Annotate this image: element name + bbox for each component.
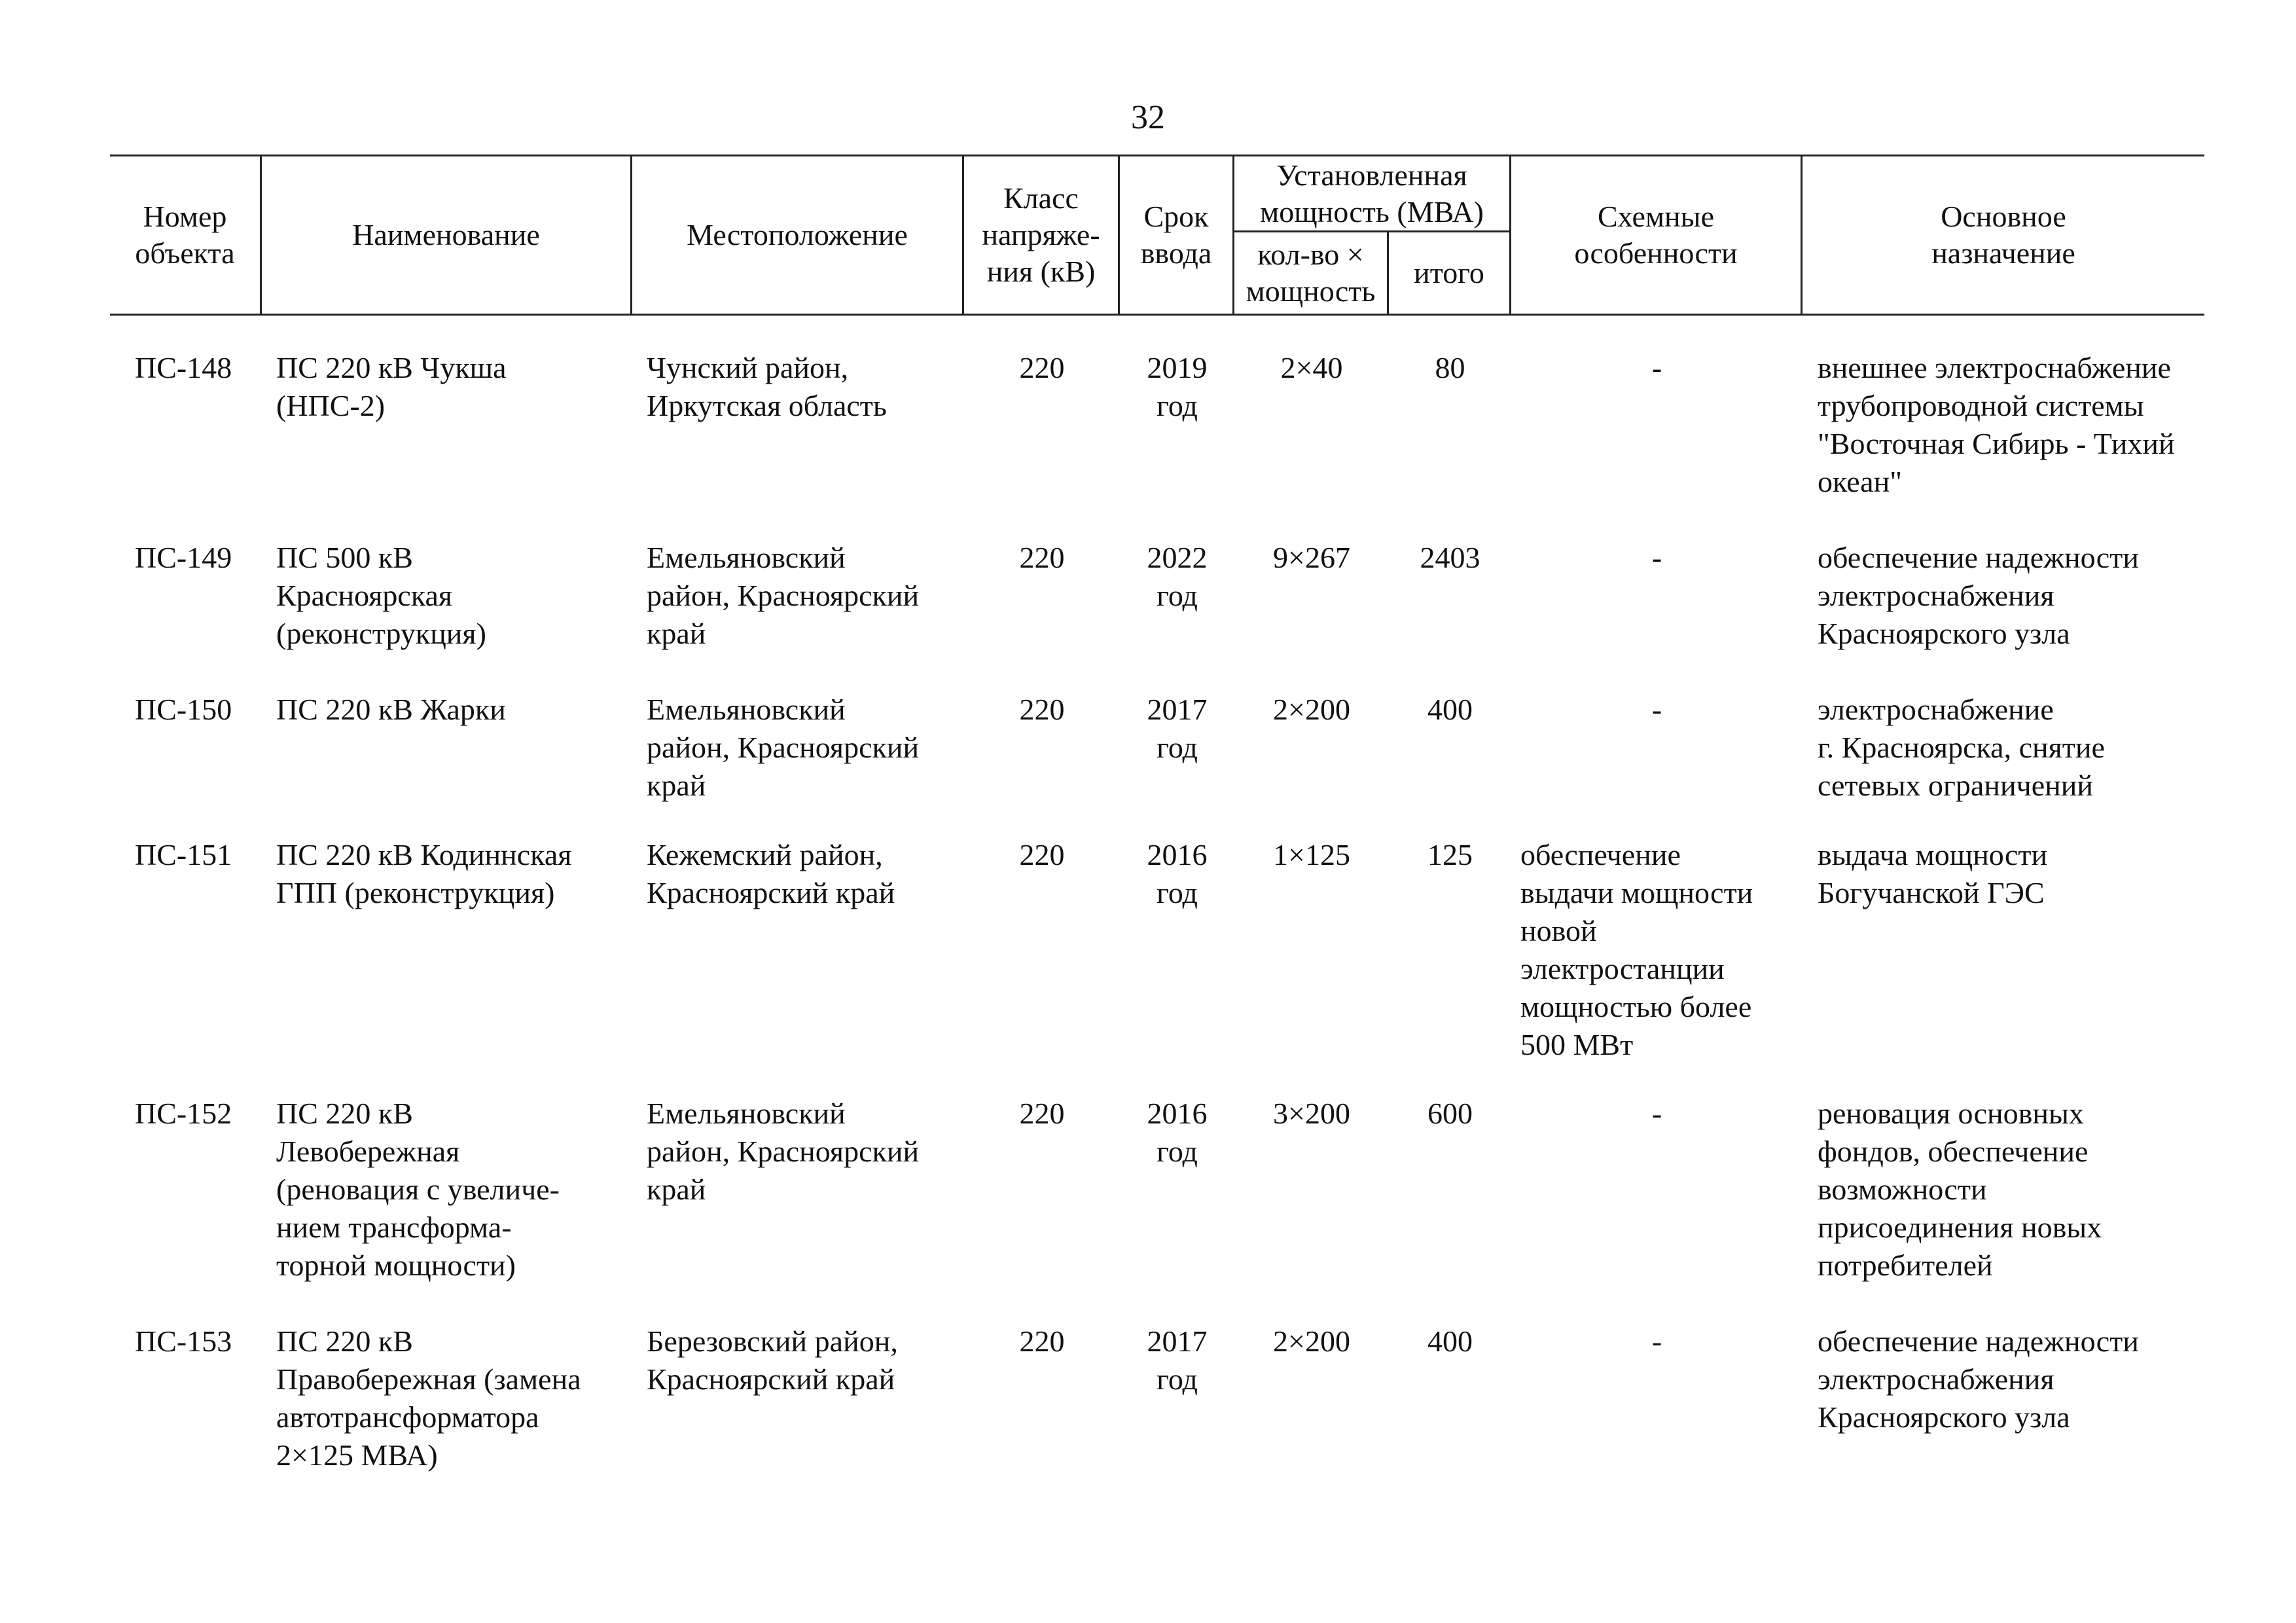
cell-location: Березовский район, Красноярский край xyxy=(647,1324,898,1396)
cell-total: 600 xyxy=(1427,1097,1473,1130)
cell-num: ПС-150 xyxy=(135,693,232,726)
cell-name: ПС 220 кВ Правобережная (замена автотрансформатора 2×125 МВА) xyxy=(276,1324,581,1472)
cell-voltage: 220 xyxy=(1019,1324,1065,1358)
page-number: 32 xyxy=(1131,99,1165,136)
table-header xyxy=(110,155,2204,316)
cell-term: 2019 год xyxy=(1147,351,1208,422)
cell-count-power: 2×200 xyxy=(1273,1324,1350,1358)
cell-name: ПС 220 кВ Чукша (НПС-2) xyxy=(276,351,507,422)
cell-term: 2017 год xyxy=(1147,1324,1208,1396)
cell-voltage: 220 xyxy=(1019,838,1065,871)
header-scheme: Схемные особенности xyxy=(1511,156,1803,314)
cell-location: Емельяновский район, Красноярский край xyxy=(647,1097,920,1206)
cell-term: 2017 год xyxy=(1147,693,1208,764)
cell-voltage: 220 xyxy=(1019,1097,1065,1130)
cell-voltage: 220 xyxy=(1019,693,1065,726)
cell-scheme: обеспечение выдачи мощности новой электростанции мощностью более 500 МВт xyxy=(1520,838,1753,1061)
cell-total: 400 xyxy=(1427,693,1473,726)
header-purpose: Основное назначение xyxy=(1931,200,2075,270)
cell-num: ПС-148 xyxy=(135,351,232,384)
cell-scheme: - xyxy=(1651,541,1662,574)
cell-location: Кежемский район, Красноярский край xyxy=(647,838,895,909)
cell-term: 2022 год xyxy=(1147,541,1208,612)
cell-location: Емельяновский район, Красноярский край xyxy=(647,693,920,802)
cell-location: Емельяновский район, Красноярский край xyxy=(647,541,920,650)
cell-num: ПС-152 xyxy=(135,1097,232,1130)
cell-count-power: 2×200 xyxy=(1273,693,1350,726)
cell-voltage: 220 xyxy=(1019,541,1065,574)
cell-purpose: внешнее электроснабжение трубопроводной системы "Восточная Сибирь - Тихий океан" xyxy=(1818,351,2175,498)
cell-total: 400 xyxy=(1427,1324,1473,1358)
cell-num: ПС-151 xyxy=(135,838,232,871)
cell-purpose: обеспечение надежности электроснабжения Красноярского узла xyxy=(1818,541,2139,650)
cell-total: 80 xyxy=(1435,351,1465,384)
cell-name: ПС 500 кВ Красноярская (реконструкция) xyxy=(276,541,486,650)
cell-term: 2016 год xyxy=(1147,838,1208,909)
cell-name: ПС 220 кВ Жарки xyxy=(276,693,506,726)
cell-scheme: - xyxy=(1651,351,1662,384)
header-capacity-group xyxy=(1234,156,1511,314)
cell-name: ПС 220 кВ Кодиннская ГПП (реконструкция) xyxy=(276,838,572,909)
cell-num: ПС-153 xyxy=(135,1324,232,1358)
header-term: Срок ввода xyxy=(1120,156,1234,314)
cell-count-power: 9×267 xyxy=(1273,541,1350,574)
cell-count-power: 2×40 xyxy=(1280,351,1343,384)
cell-scheme: - xyxy=(1651,1324,1662,1358)
cell-purpose: электроснабжение г. Красноярска, снятие сетевых ограничений xyxy=(1818,693,2105,802)
header-count-power: кол-во × мощность xyxy=(1234,232,1389,314)
header-num: Номер объекта xyxy=(110,156,262,314)
cell-name: ПС 220 кВ Левобережная (реновация с увеличе- нием трансформа- торной мощности) xyxy=(276,1097,560,1282)
header-name: Наименование xyxy=(262,156,632,314)
header-capacity: Установленная мощность (МВА) xyxy=(1234,156,1509,232)
cell-count-power: 1×125 xyxy=(1273,838,1350,871)
cell-scheme: - xyxy=(1651,1097,1662,1130)
cell-voltage: 220 xyxy=(1019,351,1065,384)
cell-purpose: выдача мощности Богучанской ГЭС xyxy=(1818,838,2048,909)
header-total: итого xyxy=(1414,256,1484,289)
cell-term: 2016 год xyxy=(1147,1097,1208,1168)
cell-total: 125 xyxy=(1427,838,1473,871)
cell-scheme: - xyxy=(1651,693,1662,726)
cell-num: ПС-149 xyxy=(135,541,232,574)
header-location: Местоположение xyxy=(632,156,964,314)
header-voltage: Класс напряже- ния (кВ) xyxy=(964,156,1120,314)
cell-purpose: обеспечение надежности электроснабжения Красноярского узла xyxy=(1818,1324,2139,1434)
cell-location: Чунский район, Иркутская область xyxy=(647,351,887,422)
cell-count-power: 3×200 xyxy=(1273,1097,1350,1130)
cell-purpose: реновация основных фондов, обеспечение возможности присоединения новых потребителей xyxy=(1818,1097,2102,1282)
cell-total: 2403 xyxy=(1420,541,1480,574)
